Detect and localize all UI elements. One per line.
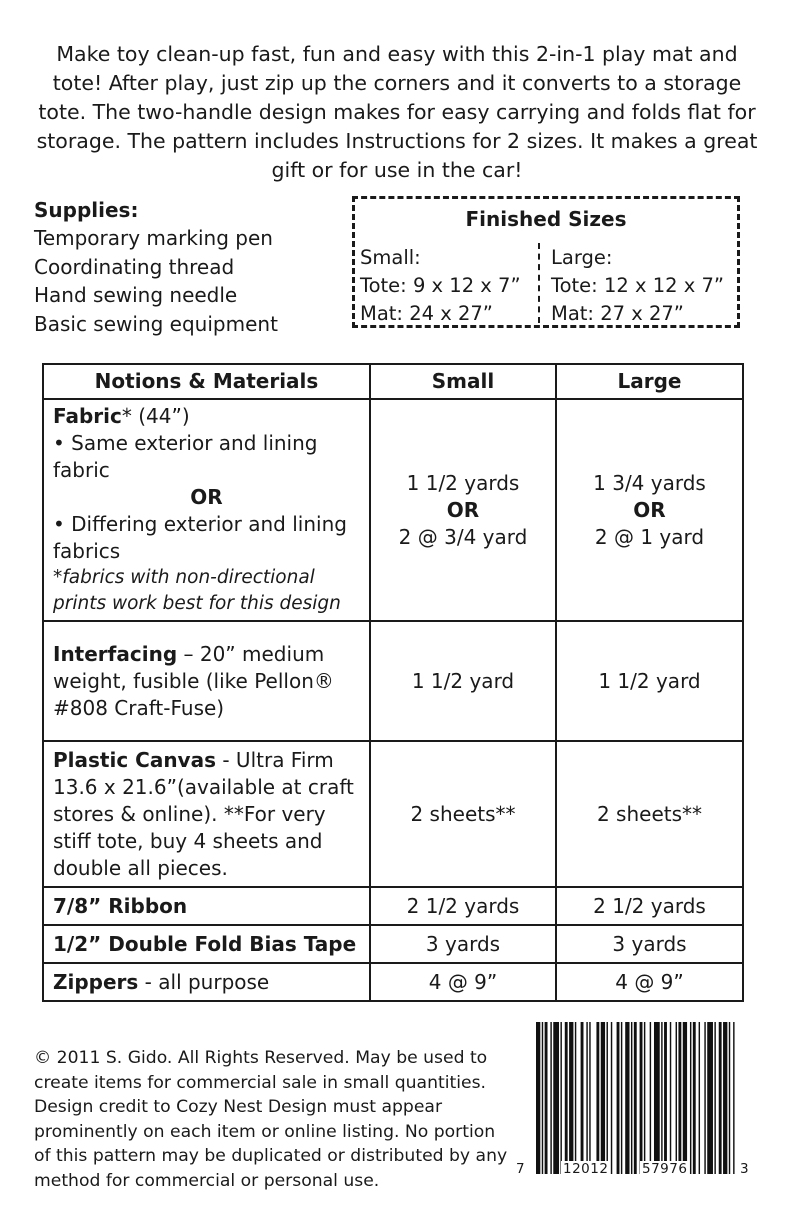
fabric-large-cell xyxy=(556,399,743,621)
mat-size: Mat: 24 x 27” xyxy=(360,302,493,325)
fabric-small-a: 1 1/2 yards xyxy=(406,470,520,495)
table-row-zippers xyxy=(43,963,743,1001)
materials-table xyxy=(42,363,744,1002)
fabric-spec: * (44”) xyxy=(121,404,190,428)
finished-sizes-title: Finished Sizes xyxy=(465,207,627,231)
barcode-digit-first: 7 xyxy=(516,1161,526,1177)
intro-paragraph: Make toy clean-up fast, fun and easy with this 2-in-1 play mat and tote! After play, just zip up the corners and it converts to a storage tote. The two-handle design makes for easy carrying and folds flat for storage. The pattern includes Instructions for 2 sizes. It makes a great gift or for use in the car! xyxy=(36,42,758,182)
ribbon-small: 2 1/2 yards xyxy=(370,887,556,925)
table-row-plastic-canvas xyxy=(43,741,743,887)
interfacing-large: 1 1/2 yard xyxy=(556,621,743,741)
barcode-group-1: 12012 xyxy=(563,1161,609,1177)
copyright-notice: © 2011 S. Gido. All Rights Reserved. May be used to create items for commercial sale in small quantities. Design credit to Cozy Nest Design must appear prominently on each item or online listing. No portion of this pattern may be duplicated or distributed by any method for commercial or personal use. xyxy=(34,1048,508,1191)
zippers-spec: - all purpose xyxy=(138,969,270,994)
tote-size: Tote: 12 x 12 x 7” xyxy=(551,274,724,297)
interfacing-small: 1 1/2 yard xyxy=(370,621,556,741)
finished-size-small xyxy=(360,244,521,328)
barcode-bars-icon xyxy=(536,1022,736,1174)
zippers-name: Zippers xyxy=(53,969,139,994)
table-header-row xyxy=(43,364,743,399)
canvas-spec: - Ultra Firm 13.6 x 21.6”(available at craft stores & online). **For very stiff tote, buy 4 sheets and double all pieces. xyxy=(53,747,354,880)
table-row-fabric xyxy=(43,399,743,621)
header-materials: Notions & Materials xyxy=(43,364,370,399)
ribbon-name: 7/8” Ribbon xyxy=(43,887,370,925)
header-large: Large xyxy=(556,364,743,399)
barcode-group-2: 57976 xyxy=(642,1161,688,1177)
fabric-option-differing: • Differing exterior and lining fabrics xyxy=(53,512,347,563)
fabric-or: OR xyxy=(190,485,223,509)
barcode xyxy=(516,1022,748,1192)
fabric-small-or: OR xyxy=(446,497,480,522)
supplies-list xyxy=(34,224,334,338)
canvas-large: 2 sheets** xyxy=(556,741,743,887)
fabric-note: *fabrics with non-directional prints work best for this design xyxy=(53,567,341,614)
supply-item: Basic sewing equipment xyxy=(34,311,278,336)
sizes-divider xyxy=(538,243,540,323)
finished-sizes-box xyxy=(352,196,740,328)
supply-item: Coordinating thread xyxy=(34,254,235,279)
fabric-name: Fabric xyxy=(53,404,122,428)
fabric-small-b: 2 @ 3/4 yard xyxy=(398,524,528,549)
canvas-cell xyxy=(43,741,370,887)
tote-size: Tote: 9 x 12 x 7” xyxy=(360,274,521,297)
fabric-small-cell xyxy=(370,399,556,621)
interfacing-spec: – 20” medium weight, fusible (like Pellon® #808 Craft-Fuse) xyxy=(53,641,334,720)
supply-item: Hand sewing needle xyxy=(34,283,238,307)
mat-size: Mat: 27 x 27” xyxy=(551,302,684,325)
interfacing-cell xyxy=(43,621,370,741)
canvas-name: Plastic Canvas xyxy=(53,747,216,772)
bias-small: 3 yards xyxy=(370,925,556,963)
barcode-digit-last: 3 xyxy=(740,1161,750,1177)
table-row-bias-tape xyxy=(43,925,743,963)
interfacing-name: Interfacing xyxy=(53,641,178,666)
supply-item: Temporary marking pen xyxy=(34,226,273,250)
fabric-cell xyxy=(43,399,370,621)
fabric-large-b: 2 @ 1 yard xyxy=(594,524,705,549)
supplies-title: Supplies: xyxy=(34,198,139,222)
table-row-interfacing xyxy=(43,621,743,741)
fabric-large-or: OR xyxy=(633,497,666,522)
zippers-small: 4 @ 9” xyxy=(370,963,556,1001)
size-label: Large: xyxy=(551,246,613,269)
ribbon-large: 2 1/2 yards xyxy=(556,887,743,925)
table-row-ribbon xyxy=(43,887,743,925)
header-small: Small xyxy=(370,364,556,399)
fabric-option-same: • Same exterior and lining fabric xyxy=(53,431,318,482)
size-label: Small: xyxy=(360,246,421,269)
supplies-section xyxy=(34,196,334,338)
fabric-large-a: 1 3/4 yards xyxy=(593,470,706,495)
bias-large: 3 yards xyxy=(556,925,743,963)
bias-name: 1/2” Double Fold Bias Tape xyxy=(43,925,370,963)
zippers-large: 4 @ 9” xyxy=(556,963,743,1001)
zippers-cell xyxy=(43,963,370,1001)
canvas-small: 2 sheets** xyxy=(370,741,556,887)
finished-size-large xyxy=(551,244,724,328)
